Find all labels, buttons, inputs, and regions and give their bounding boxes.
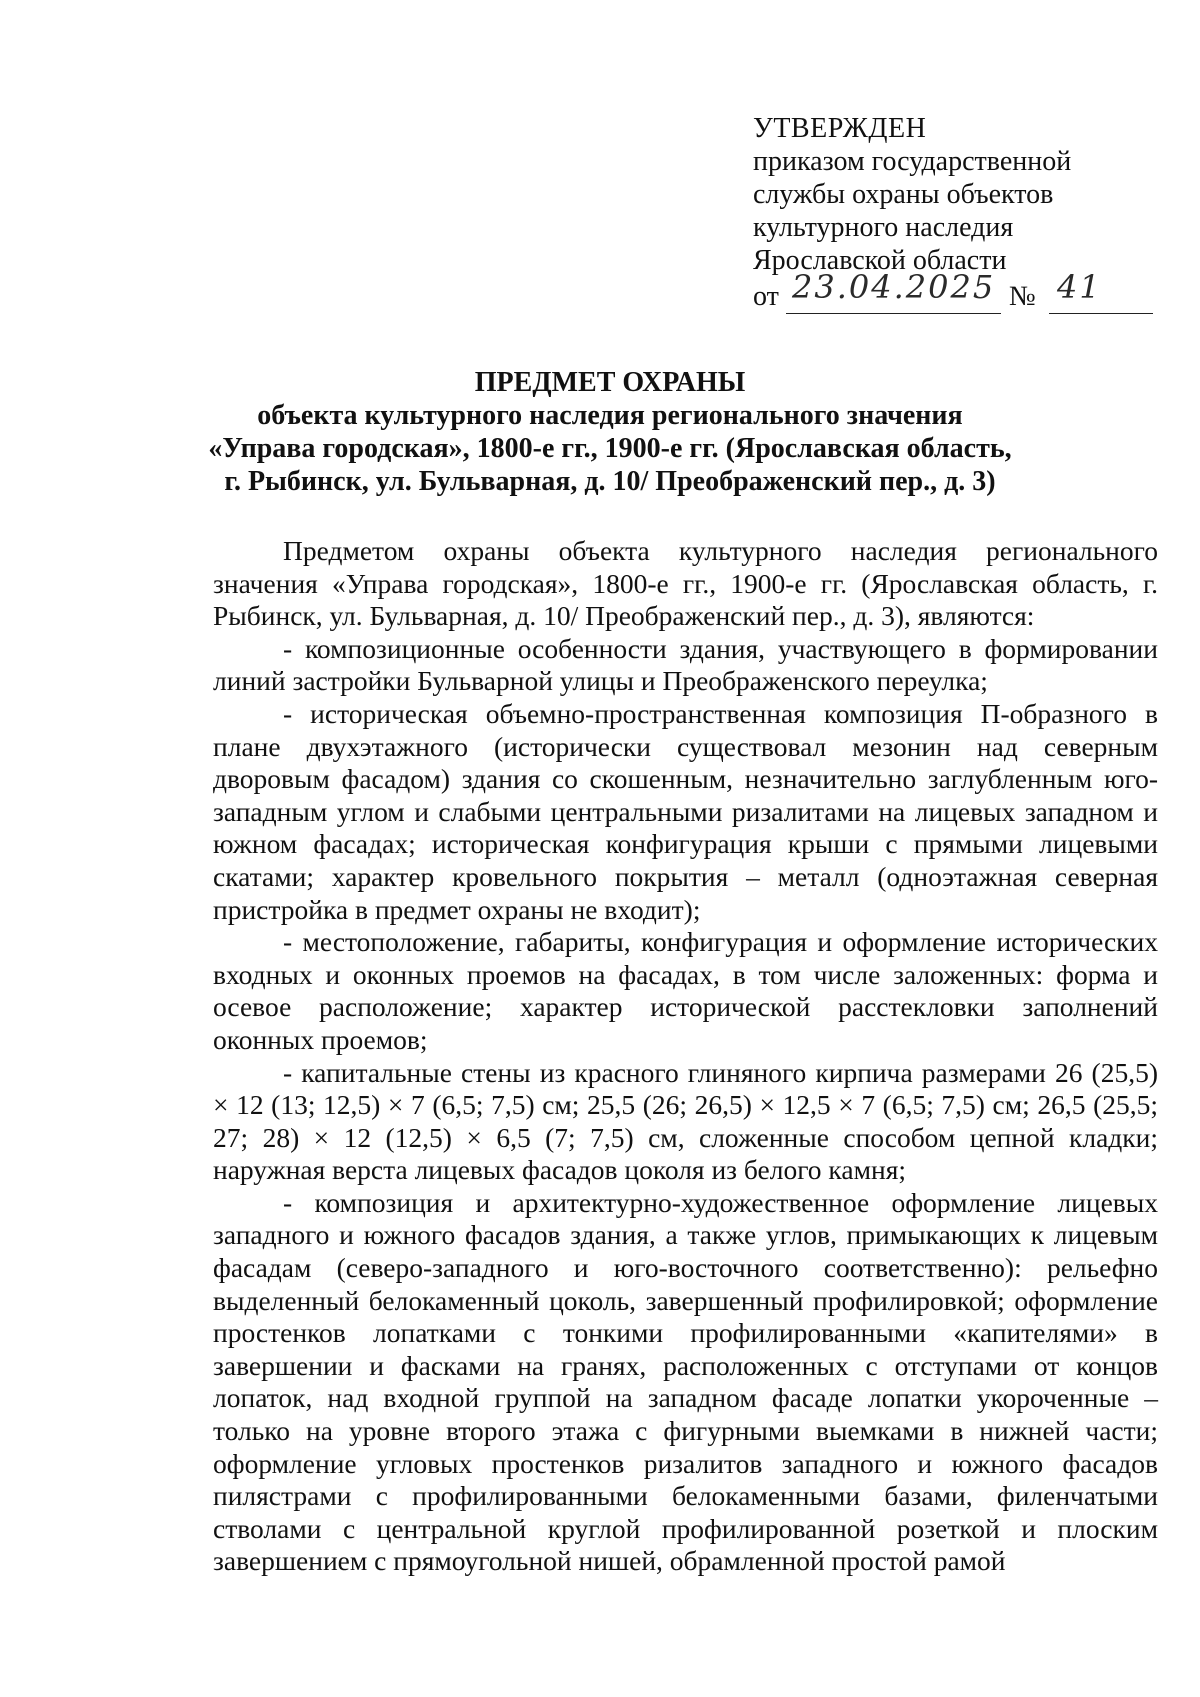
date-field: [786, 268, 1001, 314]
heading-line-3: г. Рыбинск, ул. Бульварная, д. 10/ Преображенский пер., д. 3): [224, 466, 996, 497]
handwritten-date: 23.04.2025: [792, 268, 996, 306]
heading-line-2: «Управа городская», 1800-е гг., 1900-е гг. (Ярославская область,: [208, 433, 1012, 464]
body-paragraph-walls: - капитальные стены из красного глиняного кирпича размерами 26 (25,5) × 12 (13; 12,5) × 7 (6,5; 7,5) см; 25,5 (26; 26,5) × 12,5 × 7 (6,5; 7,5) см; 26,5 (25,5; 27; 28) × 12 (12,5) × 6,5 (7; 7,5) см, сложенные способом цепной кладки; наружная верста лицевых фасадов цоколя из белого камня;: [213, 1056, 1158, 1186]
approval-title: УТВЕРЖДЕН: [753, 113, 927, 144]
approval-date-number-row: [753, 268, 1153, 317]
body-paragraph-facades: - композиция и архитектурно-художественное оформление лицевых западного и южного фасадов здания, а также углов, примыкающих к лицевым фасадам (северо-западного и юго-восточного соответственно): рельефно выделенный белокаменный цоколь, завершенный профилировкой; оформление простенков лопатками с тонкими профилированными «капителями» в завершении и фасками на гранях, расположенных с отступами от концов лопаток, над входной группой на западном фасаде лопатки укороченные – только на уровне второго этажа с фигурными выемками в нижней части; оформление угловых простенков ризалитов западного и южного фасадов пилястрами с профилированными белокаменными базами, филенчатыми стволами с центральной круглой профилированной розеткой и плоским завершением с прямоугольной нишей, обрамленной простой рамой: [213, 1186, 1158, 1577]
document-body: [213, 535, 1158, 1578]
approval-line-4: Ярославской области: [753, 245, 1007, 276]
heading-title: ПРЕДМЕТ ОХРАНЫ: [474, 367, 746, 398]
approval-line-3: культурного наследия: [753, 212, 1014, 243]
approval-block: [753, 112, 1153, 317]
handwritten-number: 41: [1057, 268, 1102, 306]
number-field: [1049, 268, 1153, 314]
document-heading: [80, 366, 1140, 498]
approval-line-2: службы охраны объектов: [753, 179, 1054, 210]
approval-line-1: приказом государственной: [753, 146, 1072, 177]
heading-line-1: объекта культурного наследия регионального значения: [257, 400, 963, 431]
body-paragraph-openings: - местоположение, габариты, конфигурация и оформление исторических входных и оконных проемов на фасадах, в том числе заложенных: форма и осевое расположение; характер исторической расстекловки заполнений оконных проемов;: [213, 926, 1158, 1055]
number-label: №: [1009, 281, 1036, 312]
body-paragraph-composition: - композиционные особенности здания, участвующего в формировании линий застройки Бульварной улицы и Преображенского переулка;: [213, 632, 1158, 697]
body-paragraph-volume: - историческая объемно-пространственная композиция П-образного в плане двухэтажного (исторически существовал мезонин над северным дворовым фасадом) здания со скошенным, незначительно заглубленным юго-западным углом и слабыми центральными ризалитами на лицевых западном и южном фасадах; историческая конфигурация крыши с прямыми лицевыми скатами; характер кровельного покрытия – металл (одноэтажная северная пристройка в предмет охраны не входит);: [213, 697, 1158, 925]
from-label: от: [753, 281, 779, 312]
body-paragraph-intro: Предметом охраны объекта культурного наследия регионального значения «Управа городская», 1800-е гг., 1900-е гг. (Ярославская область, г. Рыбинск, ул. Бульварная, д. 10/ Преображенский пер., д. 3), являются:: [213, 535, 1158, 632]
